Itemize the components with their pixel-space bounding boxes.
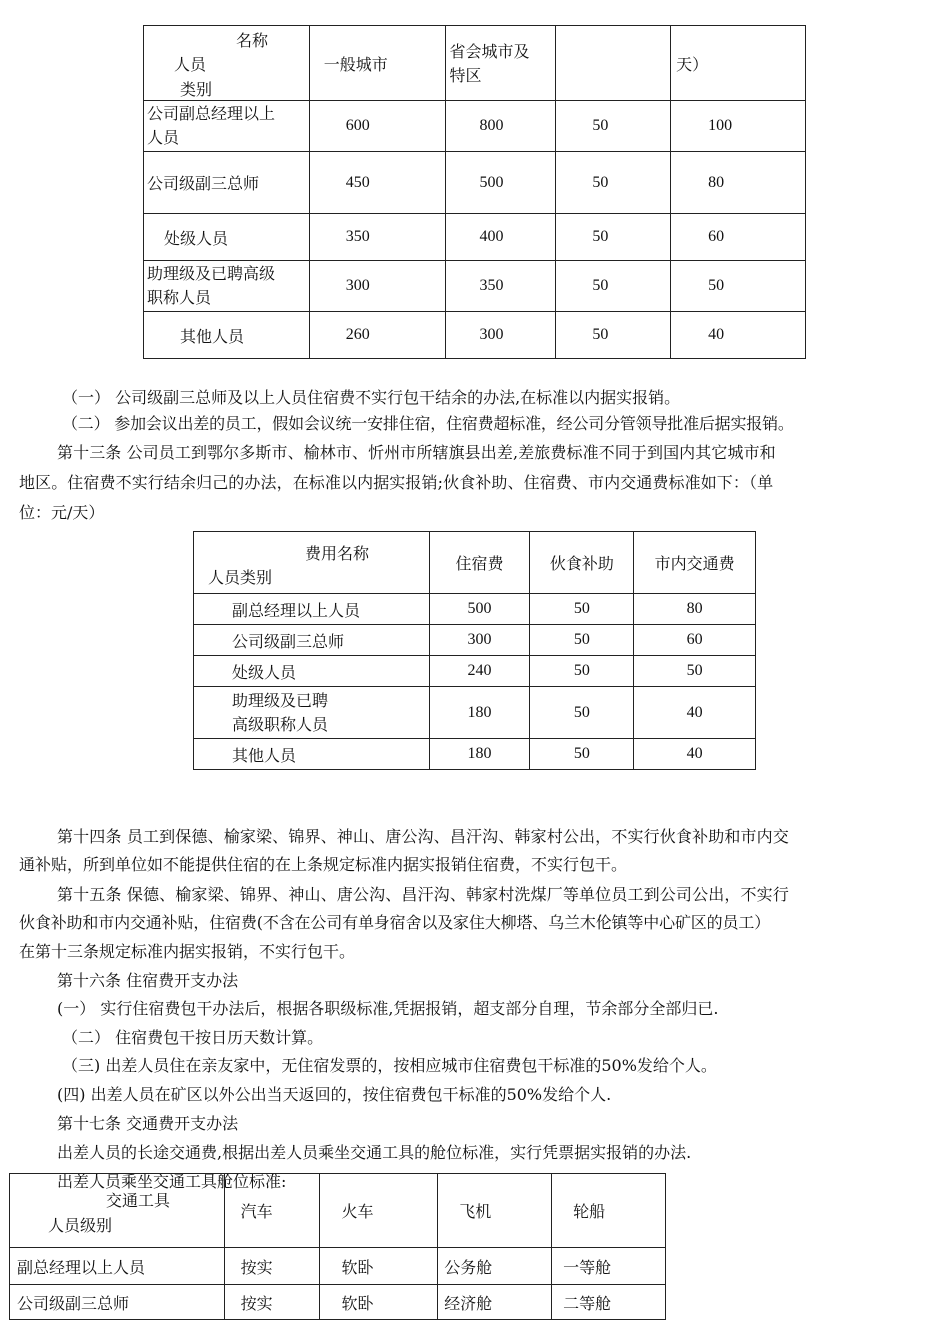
article-15-line-3: 在第十三条规定标准内据实报销，不实行包干。 <box>19 942 356 961</box>
table-cell: 180 <box>429 687 530 739</box>
table-cell: 50 <box>530 687 634 739</box>
table1-col-4 <box>671 26 806 101</box>
table2-corner-header <box>194 532 430 594</box>
table-cell: 40 <box>671 312 806 359</box>
transport-class-table <box>9 1173 666 1320</box>
table-cell: 40 <box>634 687 756 739</box>
table-cell: 50 <box>556 261 671 312</box>
table-row <box>144 101 806 152</box>
table-row <box>194 656 756 687</box>
table-cell: 600 <box>309 101 446 152</box>
travel-standard-table-2 <box>193 531 756 770</box>
article-14-line-1: 第十四条 员工到保德、榆家梁、锦界、神山、唐公沟、昌汗沟、韩家村公出，不实行伙食补助和市内交 <box>57 827 789 846</box>
row-label-line: 人员 <box>147 128 180 147</box>
table1-row-label <box>144 101 310 152</box>
table-cell: 软卧 <box>320 1285 438 1320</box>
table-row <box>144 312 806 359</box>
table1-col-provincial-line1: 省会城市及 <box>449 42 530 61</box>
table3-row-label: 副总经理以上人员 <box>10 1248 225 1285</box>
table-cell: 300 <box>446 312 556 359</box>
article-16-heading: 第十六条 住宿费开支办法 <box>57 971 239 990</box>
row-label-line: 助理级及已聘 <box>232 690 329 710</box>
table1-col-4-label: 天） <box>676 54 709 74</box>
table1-row-label <box>144 261 310 312</box>
table3-row-label: 公司级副三总师 <box>10 1285 225 1320</box>
table-cell: 50 <box>530 625 634 656</box>
article-16-item-2: （二） 住宿费包干按日历天数计算。 <box>62 1028 324 1047</box>
table-cell: 350 <box>309 214 446 261</box>
table-row <box>144 261 806 312</box>
table-row <box>10 1285 666 1320</box>
table-cell: 240 <box>429 656 530 687</box>
row-label-line: 助理级及已聘高级 <box>147 264 276 283</box>
table-cell: 50 <box>556 152 671 214</box>
article-17-line-2: 出差人员乘坐交通工具舱位标准: <box>57 1172 287 1191</box>
table1-col-3 <box>556 26 671 101</box>
table-cell: 60 <box>634 625 756 656</box>
table1-row-label: 其他人员 <box>144 312 310 359</box>
row-label-line: 高级职称人员 <box>232 714 329 734</box>
paragraph-item-1: （一） 公司级副三总师及以上人员住宿费不实行包干结余的办法,在标准以内据实报销。 <box>62 388 681 407</box>
table-cell: 50 <box>556 101 671 152</box>
table2-row-label <box>194 687 430 739</box>
table-cell: 公务舱 <box>438 1248 552 1285</box>
table3-col-train: 火车 <box>320 1174 438 1248</box>
table1-row-label: 处级人员 <box>144 214 310 261</box>
table-row <box>194 625 756 656</box>
travel-standard-table-1 <box>143 25 806 359</box>
table1-col-general-city <box>309 26 446 101</box>
table-cell: 按实 <box>224 1285 320 1320</box>
table-row <box>194 594 756 625</box>
table2-corner-person: 人员类别 <box>208 568 273 587</box>
table-row <box>194 739 756 770</box>
table-row <box>144 152 806 214</box>
article-16-item-1: (一） 实行住宿费包干办法后，根据各职级标准,凭据报销，超支部分自理，节余部分全部归已. <box>57 999 719 1018</box>
table1-corner-name: 名称 <box>236 31 269 50</box>
table-cell: 一等舱 <box>552 1248 666 1285</box>
table1-corner-person: 人员 <box>174 55 207 74</box>
table-cell: 40 <box>634 739 756 770</box>
article-13-line-3: 位：元/天） <box>19 503 105 522</box>
table-cell: 二等舱 <box>552 1285 666 1320</box>
table-cell: 按实 <box>224 1248 320 1285</box>
table2-row-label: 公司级副三总师 <box>194 625 430 656</box>
table-row <box>10 1248 666 1285</box>
table1-corner-category: 类别 <box>180 80 213 99</box>
article-16-item-3: （三) 出差人员住在亲友家中，无住宿发票的，按相应城市住宿费包干标准的50%发给个人。 <box>62 1056 717 1075</box>
table-cell: 50 <box>530 594 634 625</box>
table2-col-transport: 市内交通费 <box>634 532 756 594</box>
article-13-line-1: 第十三条 公司员工到鄂尔多斯市、榆林市、忻州市所辖旗县出差,差旅费标准不同于到国内其它城市和 <box>57 443 776 462</box>
table-row <box>194 687 756 739</box>
table-cell: 500 <box>446 152 556 214</box>
table-cell: 300 <box>429 625 530 656</box>
table2-corner-fee: 费用名称 <box>305 544 370 563</box>
article-15-line-1: 第十五条 保德、榆家梁、锦界、神山、唐公沟、昌汗沟、韩家村洗煤厂等单位员工到公司公出，不实行 <box>57 885 789 904</box>
table-row <box>144 214 806 261</box>
table-cell: 软卧 <box>320 1248 438 1285</box>
table3-col-ship: 轮船 <box>552 1174 666 1248</box>
table2-row-label: 处级人员 <box>194 656 430 687</box>
table-cell: 80 <box>671 152 806 214</box>
table-cell: 60 <box>671 214 806 261</box>
table-cell: 50 <box>671 261 806 312</box>
table-cell: 50 <box>556 214 671 261</box>
table-cell: 80 <box>634 594 756 625</box>
row-label-line: 公司副总经理以上 <box>147 104 276 123</box>
table-cell: 50 <box>530 739 634 770</box>
table-cell: 经济舱 <box>438 1285 552 1320</box>
table3-corner-transport: 交通工具 <box>106 1191 171 1210</box>
table-cell: 350 <box>446 261 556 312</box>
table-cell: 50 <box>556 312 671 359</box>
row-label-line: 职称人员 <box>147 288 212 307</box>
table1-col-general-city-label: 一般城市 <box>323 54 388 74</box>
table-cell: 300 <box>309 261 446 312</box>
article-17-line-1: 出差人员的长途交通费,根据出差人员乘坐交通工具的舱位标准，实行凭票据实报销的办法. <box>57 1143 692 1162</box>
table1-corner-header <box>144 26 310 101</box>
table3-corner-level: 人员级别 <box>48 1216 113 1235</box>
article-17-heading: 第十七条 交通费开支办法 <box>57 1114 239 1133</box>
table-cell: 450 <box>309 152 446 214</box>
table2-col-lodging: 住宿费 <box>429 532 530 594</box>
table2-row-label: 其他人员 <box>194 739 430 770</box>
table3-corner-header <box>10 1174 225 1248</box>
article-14-line-2: 通补贴，所到单位如不能提供住宿的在上条规定标准内据实报销住宿费，不实行包干。 <box>19 855 628 874</box>
table1-col-provincial-line2: 特区 <box>449 66 482 85</box>
article-15-line-2: 伙食补助和市内交通补贴，住宿费(不含在公司有单身宿舍以及家住大柳塔、乌兰木伦镇等中心矿区的员工） <box>19 913 771 932</box>
table-cell: 260 <box>309 312 446 359</box>
article-13-line-2: 地区。住宿费不实行结余归己的办法，在标准以内据实报销;伙食补助、住宿费、市内交通费标准如下：（单 <box>19 473 774 492</box>
table-cell: 100 <box>671 101 806 152</box>
table-cell: 800 <box>446 101 556 152</box>
table1-row-label: 公司级副三总师 <box>144 152 310 214</box>
paragraph-item-2: （二） 参加会议出差的员工，假如会议统一安排住宿，住宿费超标准，经公司分管领导批准后据实报销。 <box>62 414 794 433</box>
table3-col-car: 汽车 <box>224 1174 320 1248</box>
table3-col-plane: 飞机 <box>438 1174 552 1248</box>
table-cell: 500 <box>429 594 530 625</box>
table2-row-label: 副总经理以上人员 <box>194 594 430 625</box>
table1-col-provincial <box>446 26 556 101</box>
table-cell: 400 <box>446 214 556 261</box>
table-cell: 180 <box>429 739 530 770</box>
article-16-item-4: (四) 出差人员在矿区以外公出当天返回的，按住宿费包干标准的50%发给个人. <box>57 1085 612 1104</box>
table2-col-meal: 伙食补助 <box>530 532 634 594</box>
table-cell: 50 <box>530 656 634 687</box>
table-cell: 50 <box>634 656 756 687</box>
